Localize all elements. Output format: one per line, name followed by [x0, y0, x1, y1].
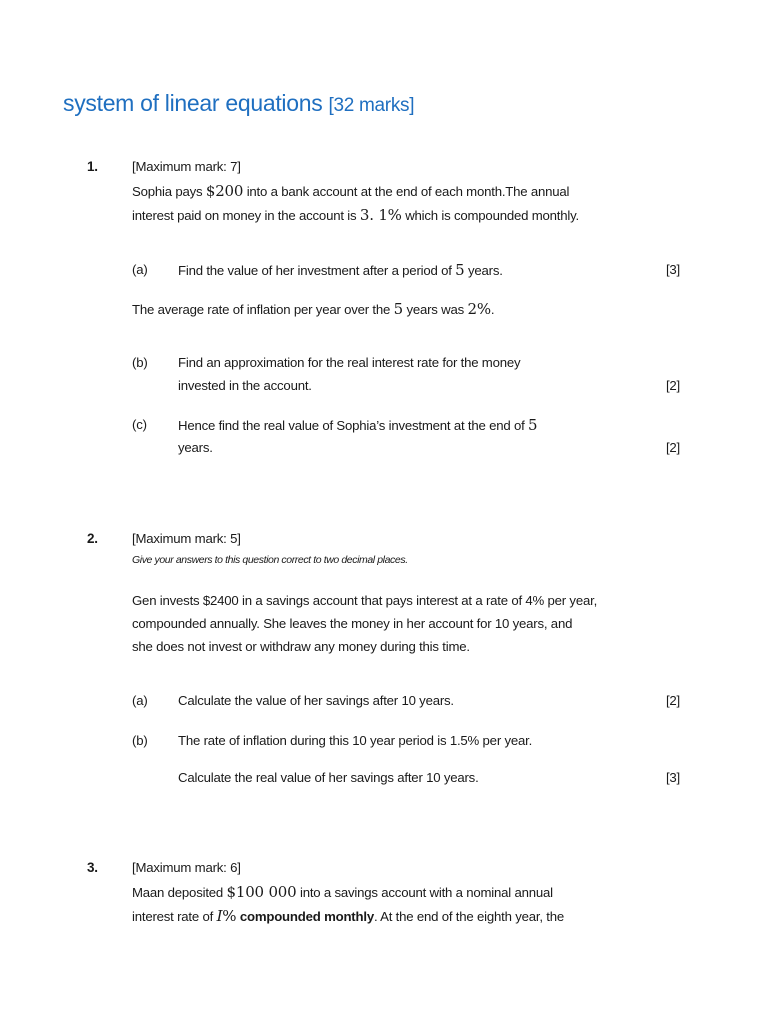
q2b-line1: The rate of inflation during this 10 year period is 1.5% per year. [178, 733, 533, 748]
q1a-marks: [3] [665, 262, 680, 277]
q2-intro-line1: Gen invests $2400 in a savings account that pays interest at a rate of 4% per year, [132, 593, 598, 608]
q1b-label: (b) [132, 355, 148, 370]
q2a-marks: [2] [665, 693, 680, 708]
q1a-label: (a) [132, 262, 148, 277]
q1b-marks: [2] [665, 378, 680, 393]
q1a-text: Find the value of her investment after a period of 5 years. [178, 261, 503, 279]
q1-inflation-text: The average rate of inflation per year over the 5 years was 2%. [132, 300, 495, 318]
q3-intro-line2: interest rate of I% compounded monthly. At the end of the eighth year, the [132, 907, 564, 925]
q1-intro-line1: Sophia pays $200 into a bank account at the end of each month.The annual [132, 182, 570, 200]
q2b-line2: Calculate the real value of her savings after 10 years. [178, 770, 479, 785]
q2a-text: Calculate the value of her savings after 10 years. [178, 693, 454, 708]
q2-max-mark: [Maximum mark: 5] [132, 531, 241, 546]
q2-intro-line2: compounded annually. She leaves the money in her account for 10 years, and [132, 616, 573, 631]
q3-intro-line1: Maan deposited $100 000 into a savings account with a nominal annual [132, 883, 553, 901]
q2-note: Give your answers to this question correct to two decimal places. [132, 554, 408, 566]
q1c-line2: years. [178, 440, 213, 455]
q1c-label: (c) [132, 417, 147, 432]
q1c-line1: Hence find the real value of Sophia’s investment at the end of 5 [178, 416, 538, 434]
q1-intro-line2: interest paid on money in the account is 3. 1% which is compounded monthly. [132, 206, 579, 224]
title-marks: [32 marks] [328, 95, 415, 116]
q2-number: 2. [87, 531, 98, 546]
q1-max-mark: [Maximum mark: 7] [132, 159, 241, 174]
q3-number: 3. [87, 860, 98, 875]
q1c-marks: [2] [665, 440, 680, 455]
title-text: system of linear equations [63, 90, 323, 116]
q2b-label: (b) [132, 733, 148, 748]
q2b-marks: [3] [665, 770, 680, 785]
q3-max-mark: [Maximum mark: 6] [132, 860, 241, 875]
q2a-label: (a) [132, 693, 148, 708]
q1-number: 1. [87, 159, 98, 174]
q1b-line2: invested in the account. [178, 378, 312, 393]
q1b-line1: Find an approximation for the real interest rate for the money [178, 355, 521, 370]
q2-intro-line3: she does not invest or withdraw any money during this time. [132, 639, 470, 654]
page-title [63, 90, 414, 117]
